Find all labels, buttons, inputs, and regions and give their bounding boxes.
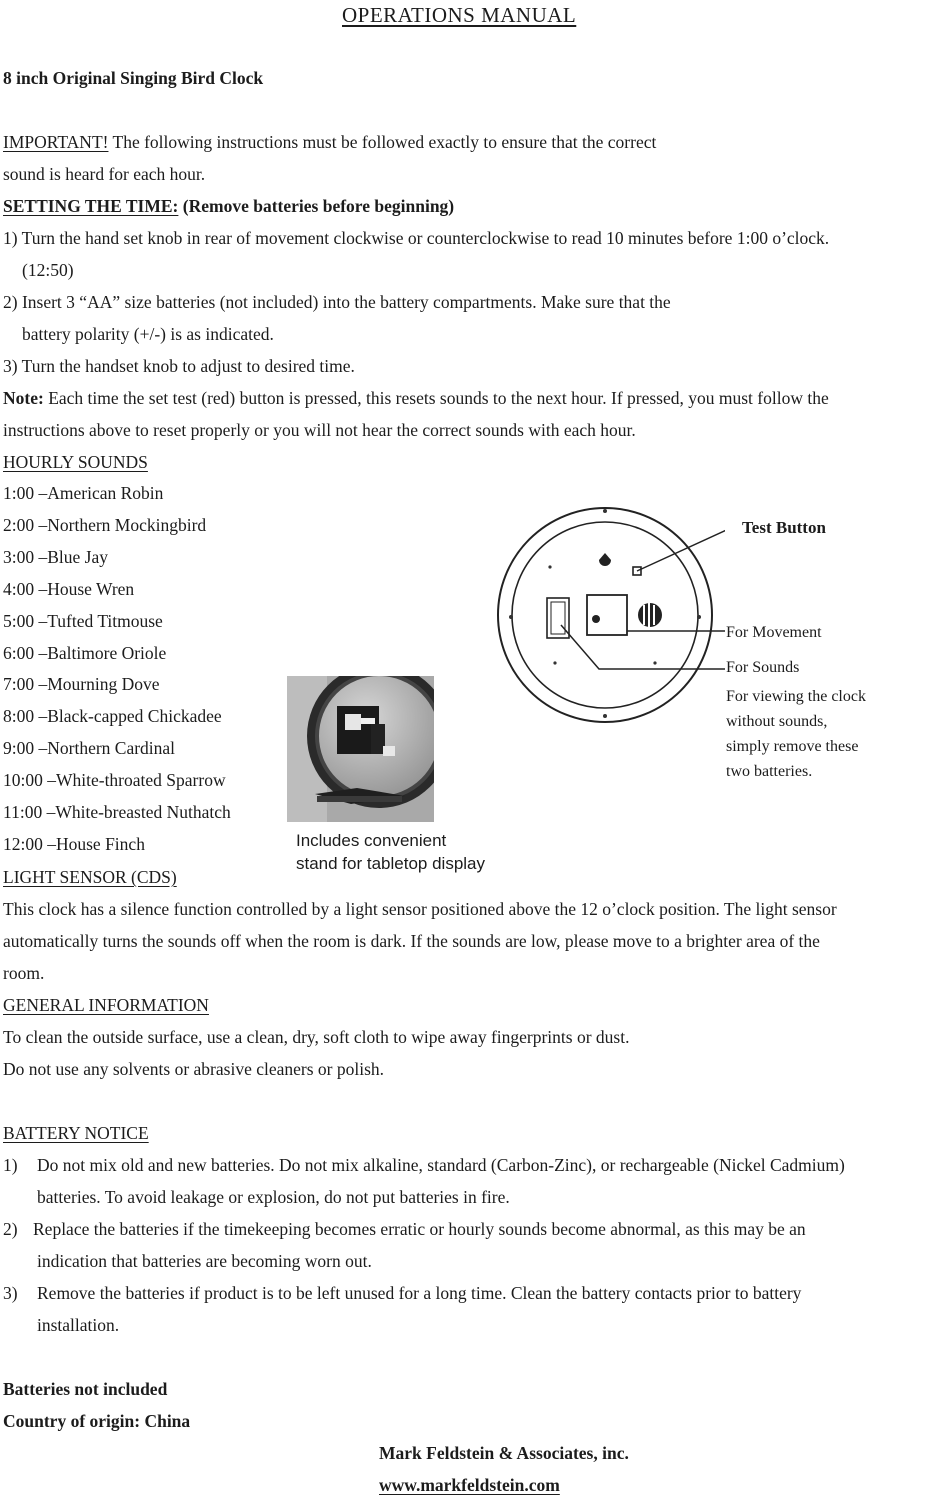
battery-item-number: 3) — [3, 1283, 18, 1303]
step-1: 1) Turn the hand set knob in rear of movement clockwise or counterclockwise to read 10 minutes before 1:00 o’clock. — [3, 228, 830, 248]
hourly-item: 9:00 –Northern Cardinal — [3, 738, 176, 759]
hourly-item: 6:00 –Baltimore Oriole — [3, 642, 167, 663]
general-info-heading: GENERAL INFORMATION — [3, 995, 209, 1015]
photo-caption — [296, 829, 485, 875]
page-title: OPERATIONS MANUAL — [342, 3, 577, 27]
battery-item-text: Do not mix old and new batteries. Do not mix alkaline, standard (Carbon-Zinc), or rechargeable (Nickel Cadmium) — [37, 1155, 845, 1175]
battery-item-text: installation. — [37, 1315, 120, 1335]
battery-notice-heading: BATTERY NOTICE — [3, 1123, 149, 1143]
note-paragraph — [3, 382, 829, 414]
light-sensor-line: room. — [3, 963, 45, 983]
hourly-item: 11:00 –White-breasted Nuthatch — [3, 802, 231, 823]
battery-item-number: 1) — [3, 1155, 18, 1175]
hourly-item: 1:00 –American Robin — [3, 483, 164, 503]
note-text: Each time the set test (red) button is pressed, this resets sounds to the next hour. If pressed, you must follow the — [43, 388, 829, 408]
viewing-note-line: For viewing the clock — [726, 688, 866, 705]
general-info-line: Do not use any solvents or abrasive cleaners or polish. — [3, 1059, 385, 1079]
light-sensor-line: This clock has a silence function controlled by a light sensor positioned above the 12 o’clock position. The light sensor — [3, 899, 837, 919]
battery-item-text: indication that batteries are becoming worn out. — [37, 1251, 372, 1271]
important-text: The following instructions must be followed exactly to ensure that the correct — [108, 132, 657, 152]
viewing-note-line: simply remove these — [726, 738, 859, 755]
battery-item-text: batteries. To avoid leakage or explosion, do not put batteries in fire. — [37, 1187, 510, 1207]
viewing-note-line: two batteries. — [726, 763, 813, 780]
for-movement-label: For Movement — [726, 624, 822, 641]
battery-item-text: Replace the batteries if the timekeeping becomes erratic or hourly sounds become abnormal, as this may be an — [33, 1219, 806, 1239]
hourly-sounds-heading: HOURLY SOUNDS — [3, 452, 148, 472]
hourly-item: 4:00 –House Wren — [3, 578, 135, 599]
important-paragraph — [3, 126, 656, 158]
hourly-item: 5:00 –Tufted Titmouse — [3, 610, 163, 631]
product-name: 8 inch Original Singing Bird Clock — [3, 68, 264, 88]
batteries-not-included: Batteries not included — [3, 1379, 168, 1399]
for-sounds-label: For Sounds — [726, 659, 800, 676]
clock-back-diagram — [495, 505, 725, 730]
note-text-line2: instructions above to reset properly or you will not hear the correct sounds with each hour. — [3, 420, 636, 440]
photo-caption-line: stand for tabletop display — [296, 854, 486, 873]
battery-item-text: Remove the batteries if product is to be left unused for a long time. Clean the battery contacts prior to battery — [37, 1283, 802, 1303]
test-button-label: Test Button — [742, 518, 826, 537]
company-name: Mark Feldstein & Associates, inc. — [379, 1443, 629, 1463]
company-website-link[interactable]: www.markfeldstein.com — [379, 1475, 560, 1495]
setting-time-note: (Remove batteries before beginning) — [178, 196, 455, 216]
country-of-origin: Country of origin: China — [3, 1411, 191, 1431]
viewing-note-line: without sounds, — [726, 713, 828, 730]
hourly-sounds-list — [3, 478, 231, 861]
important-label: IMPORTANT! — [3, 132, 109, 152]
viewing-note — [726, 684, 866, 784]
note-label: Note: — [3, 388, 44, 408]
hourly-item: 10:00 –White-throated Sparrow — [3, 770, 226, 791]
hourly-item: 3:00 –Blue Jay — [3, 546, 108, 567]
hourly-item: 2:00 –Northern Mockingbird — [3, 514, 207, 535]
important-text-line2: sound is heard for each hour. — [3, 164, 206, 184]
step-1-cont: (12:50) — [22, 260, 74, 280]
battery-item-number: 2) — [3, 1219, 18, 1239]
hourly-item: 12:00 –House Finch — [3, 833, 145, 854]
general-info-line: To clean the outside surface, use a clean, dry, soft cloth to wipe away fingerprints or dust. — [3, 1027, 630, 1047]
step-3: 3) Turn the handset knob to adjust to desired time. — [3, 356, 355, 376]
step-2-cont: battery polarity (+/-) is as indicated. — [22, 324, 274, 344]
setting-time-label: SETTING THE TIME: — [3, 196, 179, 216]
light-sensor-heading: LIGHT SENSOR (CDS) — [3, 867, 177, 887]
setting-time-heading — [3, 190, 454, 222]
hourly-item: 7:00 –Mourning Dove — [3, 674, 160, 695]
step-2: 2) Insert 3 “AA” size batteries (not included) into the battery compartments. Make sure that the — [3, 292, 671, 312]
photo-caption-line: Includes convenient — [296, 831, 447, 850]
hourly-item: 8:00 –Black-capped Chickadee — [3, 706, 222, 727]
clock-stand-photo — [287, 676, 434, 822]
light-sensor-line: automatically turns the sounds off when the room is dark. If the sounds are low, please move to a brighter area of the — [3, 931, 820, 951]
